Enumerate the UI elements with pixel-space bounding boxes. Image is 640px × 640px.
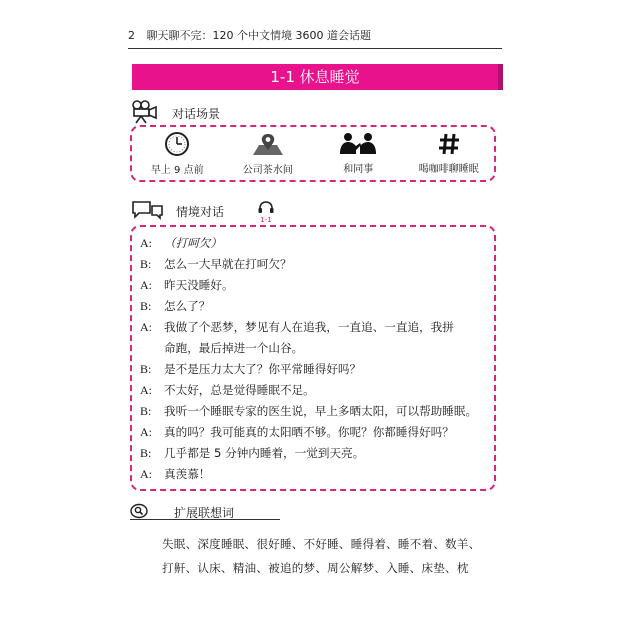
colleagues-icon	[338, 132, 378, 156]
scene-time-label: 早上 9 点前	[150, 165, 204, 176]
dialog-line	[140, 380, 488, 401]
dialog-text: 我听一个睡眠专家的医生说，早上多晒太阳，可以帮助睡眠。	[164, 404, 478, 418]
dialog-line	[140, 317, 488, 338]
page-number: 2	[128, 29, 135, 42]
book-title: 聊天聊不完：120 个中文情境 3600 道会话题	[146, 29, 371, 42]
dialog-line	[140, 464, 488, 485]
dialog-text-continued: 命跑，最后掉进一个山谷。	[164, 341, 304, 355]
expand-section-title: 扩展联想词	[174, 506, 235, 520]
dialog-section-title: 情境对话	[176, 205, 225, 219]
speaker-label: A:	[140, 467, 152, 481]
speaker-label: A:	[140, 425, 152, 439]
header-divider	[128, 48, 502, 49]
dialog-line	[140, 443, 488, 464]
speaker-label: B:	[140, 404, 152, 418]
dialog-text: 不太好，总是觉得睡眠不足。	[164, 383, 315, 397]
scene-box	[130, 125, 496, 182]
hash-icon	[438, 132, 460, 156]
vocabulary-list	[162, 532, 492, 580]
scene-item	[318, 129, 398, 179]
scene-topic-label: 喝咖啡聊睡眠	[418, 164, 479, 175]
speaker-label: B:	[140, 446, 152, 460]
dialog-text: 我做了个恶梦，梦见有人在追我，一直追、一直追，我拼	[164, 320, 454, 334]
dialog-text: 真羡慕！	[164, 467, 211, 481]
audio-track-badge[interactable]	[256, 199, 276, 224]
scene-section-title: 对话场景	[172, 107, 221, 121]
scene-people-label: 和同事	[343, 164, 374, 175]
dialog-line	[140, 422, 488, 443]
expand-divider	[130, 519, 280, 520]
dialog-line	[140, 275, 488, 296]
speaker-label: B:	[140, 299, 152, 313]
dialog-text: 昨天没睡好。	[164, 278, 234, 292]
vocabulary-line: 打鼾、认床、精油、被追的梦、周公解梦、入睡、床垫、枕	[162, 561, 469, 575]
dialog-text: 真的吗？我可能真的太阳晒不够。你呢？你都睡得好吗？	[164, 425, 454, 439]
stage-direction: （打呵欠）	[164, 236, 222, 250]
speech-bubbles-icon	[130, 199, 164, 224]
page-header	[128, 28, 508, 44]
track-number: 1-1	[260, 216, 272, 224]
dialog-line	[140, 401, 488, 422]
scene-place-label: 公司茶水间	[242, 165, 293, 176]
speaker-label: B:	[140, 257, 152, 271]
scene-item	[228, 129, 308, 179]
speaker-label: A:	[140, 278, 152, 292]
video-camera-icon	[130, 100, 160, 127]
speaker-label: A:	[140, 236, 152, 250]
dialog-text: 是不是压力太大了？你平常睡得好吗？	[164, 362, 362, 376]
dialog-line	[140, 359, 488, 380]
speaker-label: B:	[140, 362, 152, 376]
dialog-section-heading	[130, 199, 224, 224]
clock-icon	[164, 131, 190, 157]
dialog-box	[130, 225, 496, 491]
lesson-title: 1-1 休息睡觉	[270, 68, 360, 86]
dialog-line	[140, 233, 488, 254]
vocabulary-line: 失眠、深度睡眠、很好睡、不好睡、睡得着、睡不着、数羊、	[162, 537, 481, 551]
lesson-title-bar	[132, 64, 503, 90]
speaker-label: A:	[140, 320, 152, 334]
scene-item	[409, 129, 489, 179]
dialog-text: 怎么了？	[164, 299, 211, 313]
dialog-line	[140, 296, 488, 317]
scene-item	[137, 129, 217, 179]
dialog-text: 几乎都是 5 分钟内睡着，一觉到天亮。	[164, 446, 365, 460]
dialog-line	[140, 254, 488, 275]
scene-section-heading	[130, 100, 220, 127]
dialog-text: 怎么一大早就在打呵欠？	[164, 257, 292, 271]
speaker-label: A:	[140, 383, 152, 397]
map-location-icon	[251, 131, 285, 157]
